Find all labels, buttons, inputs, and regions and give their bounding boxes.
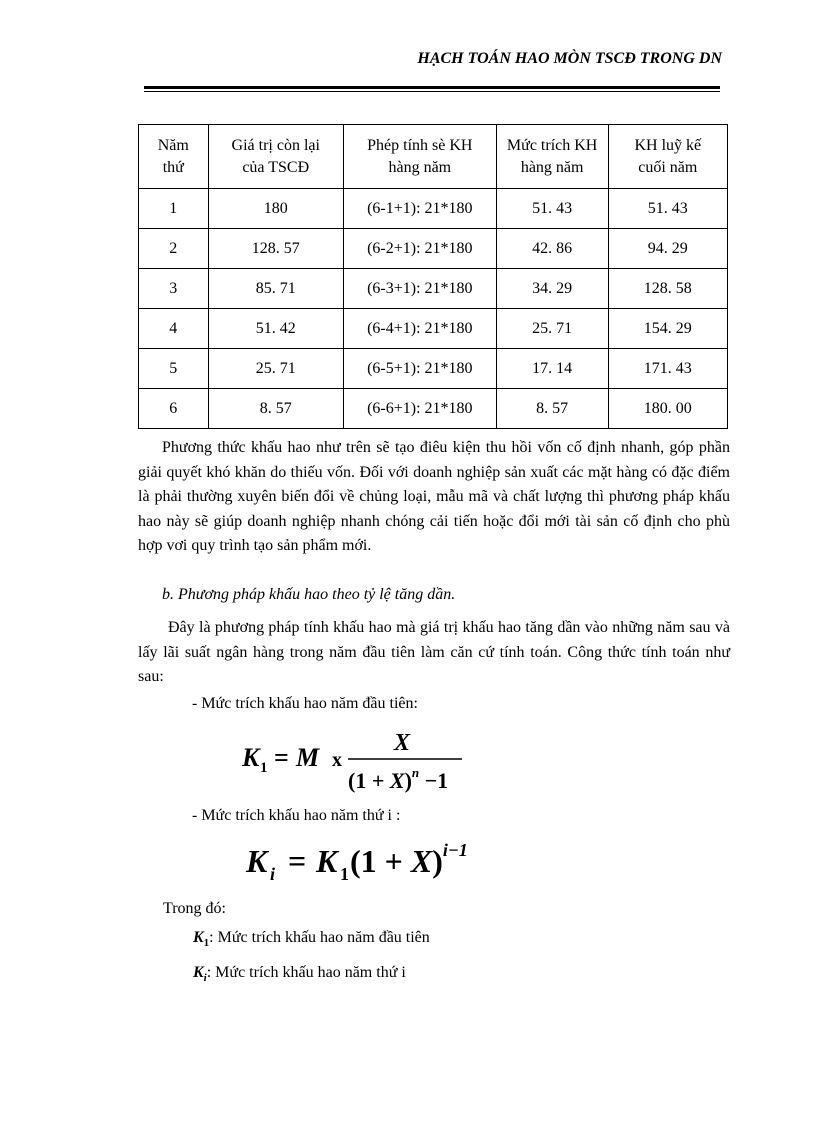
table-cell: 8. 57 (208, 389, 343, 429)
formula2-equals: = (288, 843, 307, 879)
table-cell: (6-2+1): 21*180 (343, 229, 496, 269)
formula2-k1-sub: 1 (340, 864, 349, 884)
table-cell: 51. 43 (496, 189, 608, 229)
formula1-k: K (242, 743, 260, 772)
section-heading-b: b. Phương pháp khấu hao theo tỷ lệ tăng dần. (162, 586, 456, 603)
table-cell: (6-3+1): 21*180 (343, 269, 496, 309)
header-rule-thick (144, 86, 720, 89)
header-cell-calculation: Phép tính sè KH hàng năm (343, 125, 496, 189)
table-cell: 17. 14 (496, 349, 608, 389)
table-cell: 128. 57 (208, 229, 343, 269)
definition-text: : Mức trích khấu hao năm thứ i (206, 964, 406, 981)
table-cell: 34. 29 (496, 269, 608, 309)
table-row (139, 389, 728, 429)
header-cell-year: Năm thứ (139, 125, 209, 189)
definition-symbol-sub: 1 (203, 937, 210, 950)
table-cell: (6-6+1): 21*180 (343, 389, 496, 429)
table-cell: 42. 86 (496, 229, 608, 269)
definition-ki (193, 964, 406, 984)
table-row (139, 349, 728, 389)
table-cell: (6-4+1): 21*180 (343, 309, 496, 349)
table-cell: 180. 00 (608, 389, 727, 429)
table-cell: (6-1+1): 21*180 (343, 189, 496, 229)
header-cell-remaining-value: Giá trị còn lại của TSCĐ (208, 125, 343, 189)
table-cell: 3 (139, 269, 209, 309)
definition-symbol: K (193, 964, 204, 981)
table-cell: 8. 57 (496, 389, 608, 429)
where-label: Trong đó: (163, 900, 226, 917)
table-row (139, 229, 728, 269)
definition-symbol: K (193, 929, 204, 946)
formula2-expression: $(1 + X)^{i-1}$ (350, 840, 468, 879)
table-cell: 94. 29 (608, 229, 727, 269)
formula2-k: K (246, 843, 268, 879)
header-cell-accumulated-depreciation: KH luỹ kế cuối năm (608, 125, 727, 189)
table-cell: 51. 43 (608, 189, 727, 229)
definition-text: : Mức trích khấu hao năm đầu tiên (209, 929, 430, 946)
formula2-k-sub: i (270, 864, 276, 884)
table-cell: 25. 71 (496, 309, 608, 349)
header-rule-thin (144, 91, 720, 92)
definition-k1 (193, 929, 430, 949)
formula1-denominator: $(1 + X)^n -1$ (348, 765, 449, 793)
table-cell: 51. 42 (208, 309, 343, 349)
table-cell: 85. 71 (208, 269, 343, 309)
formula1-times: x (332, 749, 342, 771)
formula1-numerator: X (394, 730, 411, 756)
paragraph-accelerated-depreciation: Phương thức khấu hao như trên sẽ tạo điêu kiện thu hồi vốn cố định nhanh, góp phần giải quyết khó khăn do thiếu vốn. Đối với doanh nghiệp sản xuất các mặt hàng có đặc điểm là phải thường xuyên biến đổi về chủng loại, mẫu mã và chất lượng thì phương pháp khấu hao này sẽ giúp doanh nghiệp nhanh chóng cải tiến hoặc đổi mới tài sản cố định cho phù hợp vơi quy trình tạo sản phẩm mới. (138, 439, 730, 554)
formula-year-i (244, 836, 484, 886)
bullet-first-year-formula: - Mức trích khấu hao năm đầu tiên: (192, 695, 418, 712)
formula1-m: M (296, 743, 320, 772)
table-cell: 171. 43 (608, 349, 727, 389)
table-cell: 128. 58 (608, 269, 727, 309)
table-cell: 2 (139, 229, 209, 269)
depreciation-table (138, 124, 728, 429)
table-cell: (6-5+1): 21*180 (343, 349, 496, 389)
table-cell: 4 (139, 309, 209, 349)
header-cell-annual-depreciation: Mức trích KH hàng năm (496, 125, 608, 189)
table-cell: 5 (139, 349, 209, 389)
page-header-title: HẠCH TOÁN HAO MÒN TSCĐ TRONG DN (417, 50, 722, 67)
formula-first-year (240, 730, 480, 794)
table-cell: 180 (208, 189, 343, 229)
table-row (139, 189, 728, 229)
paragraph-increasing-method: Đây là phương pháp tính khấu hao mà giá trị khấu hao tăng dần vào những năm sau và lấy lãi suất ngân hàng trong năm đầu tiên làm căn cứ tính toán. Công thức tính toán như sau: (138, 619, 730, 685)
table-row (139, 269, 728, 309)
formula1-equals: = (274, 743, 289, 772)
table-header-row (139, 125, 728, 189)
bullet-year-i-formula: - Mức trích khấu hao năm thứ i : (192, 807, 401, 824)
table-cell: 25. 71 (208, 349, 343, 389)
table-cell: 6 (139, 389, 209, 429)
formula2-k1: K (316, 843, 338, 879)
table-row (139, 309, 728, 349)
definition-symbol-sub: i (203, 972, 207, 985)
table-cell: 1 (139, 189, 209, 229)
formula1-k-sub: 1 (260, 760, 268, 776)
table-cell: 154. 29 (608, 309, 727, 349)
